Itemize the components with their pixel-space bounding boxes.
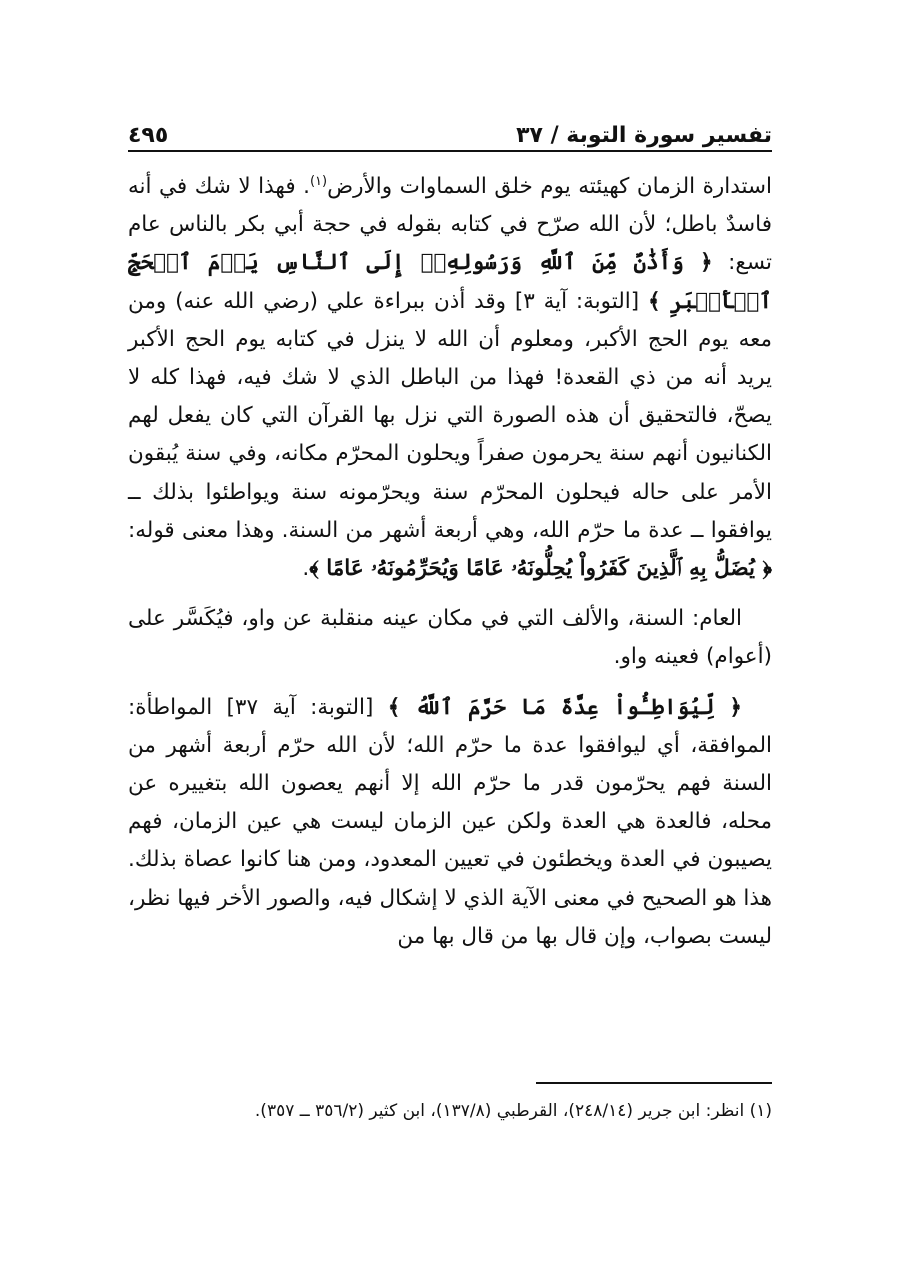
running-title: تفسير سورة التوبة / ٣٧ — [516, 123, 772, 148]
paragraph-3-text: [التوبة: آية ٣٧] المواطأة: الموافقة، أي ليوافقوا عدة ما حرّم الله؛ لأن الله حرّم أربعة أشهر من السنة فهم يحرّمون قدر ما حرّم الله إلا أنهم يعصون الله بتغييره عن محله، فالعدة هي العدة ولكن عين الزمان ليست هي عين الزمان، فهم يصيبون في العدة ويخطئون في تعيين المعدود، ومن هنا كانوا عصاة بذلك. هذا هو الصحيح في معنى الآية الذي لا إشكال فيه، والصور الأخر فيها نظر، ليست بصواب، وإن قال بها من قال بها من — [128, 694, 772, 949]
paragraph-1-part-b: . فهذا لا شك في أنه فاسدٌ باطل؛ لأن الله صرّح في كتابه بقوله في حجة أبي بكر بالناس عام تسع: — [128, 174, 773, 276]
paragraph-2: العام: السنة، والألف التي في مكان عينه منقلبة عن واو، فيُكَسَّر على (أعوام) فعينه واو. — [128, 606, 772, 670]
quran-verse-2: ﴿ يُضَلُّ بِهِ ٱلَّذِينَ كَفَرُواْ يُحِلُّونَهُۥ عَامًا وَيُحَرِّمُونَهُۥ عَامًا ﴾ — [309, 556, 772, 582]
footnote-text: (١) انظر: ابن جرير (٢٤٨/١٤)، القرطبي (١٣٧/٨)، ابن كثير (٣٥٦/٢ ــ ٣٥٧). — [254, 1101, 772, 1121]
quran-verse-3: ﴿ لِّيُوَاطِـُٔواْ عِدَّةَ مَا حَرَّمَ ٱللَّهُ ﴾ — [387, 694, 742, 720]
paragraph-1-part-d: . — [302, 556, 310, 582]
body-text — [128, 168, 772, 956]
header-rule — [128, 150, 772, 152]
paragraph-1-part-c: [التوبة: آية ٣] وقد أذن ببراءة علي (رضي الله عنه) ومن معه يوم الحج الأكبر، ومعلوم أن الله لا ينزل في كتابه يوم الحج الأكبر يريد أنه من ذي القعدة! فهذا من الباطل الذي لا شك فيه، فهذا كله لا يصحّ، فالتحقيق أن هذه الصورة التي نزل بها القرآن التي كان يفعل لهم الكنانيون أنهم سنة يحرمون صفراً ويحلون المحرّم مكانه، وفي سنة يُبقون الأمر على حاله فيحلون المحرّم سنة ويحرّمونه سنة ويواطئوا بذلك ــ يوافقوا ــ عدة ما حرّم الله، وهي أربعة أشهر من السنة. وهذا معنى قوله: — [128, 288, 772, 543]
paragraph-1 — [128, 168, 772, 588]
page-number: ٤٩٥ — [128, 123, 169, 148]
footnote-rule — [536, 1082, 772, 1084]
footnote — [128, 1096, 772, 1126]
paragraph-3 — [128, 689, 772, 956]
quran-verse-1: ﴿ وَأَذَٰنٌ مِّنَ ٱللَّهِ وَرَسُولِهِۦٓ إِلَى ٱلنَّاسِ يَوۡمَ ٱلۡحَجِّ ٱلۡأَكۡبَرِ ﴾ — [128, 250, 772, 314]
page-header — [128, 112, 772, 148]
footnote-reference: (١) — [309, 173, 328, 189]
paragraph-1-part-a: استدارة الزمان كهيئته يوم خلق السماوات والأرض — [327, 174, 772, 199]
